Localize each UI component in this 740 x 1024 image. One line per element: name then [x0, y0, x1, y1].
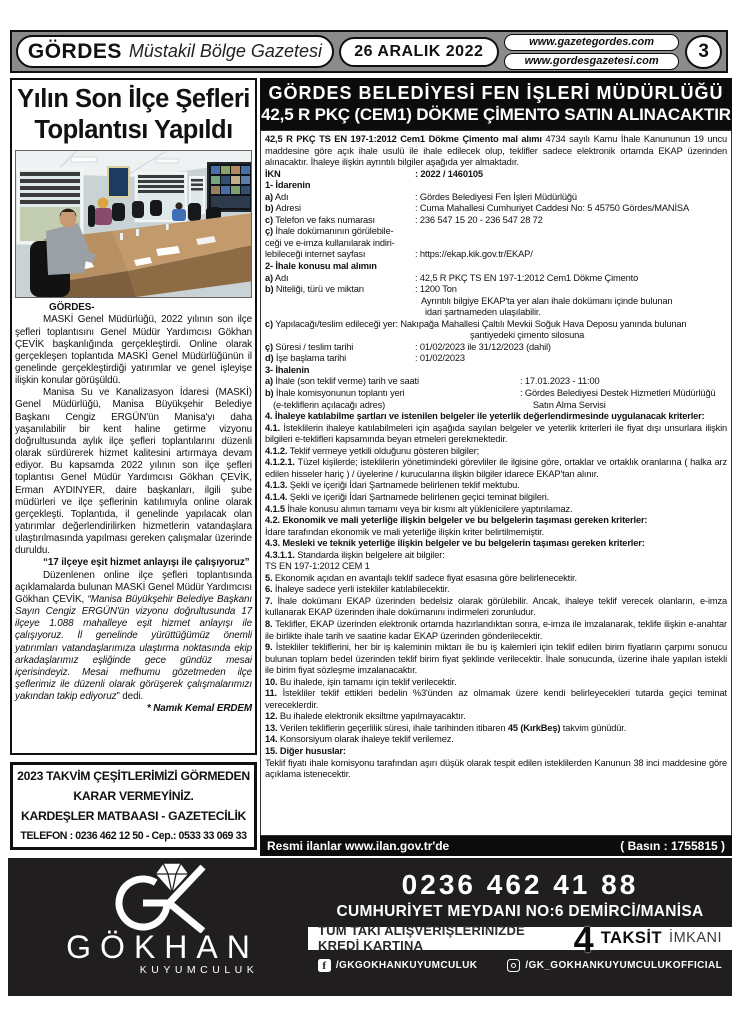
instagram-handle-item	[507, 959, 722, 972]
tender-line: a) Adı : Gördes Belediyesi Fen İşleri Müdürlüğü	[265, 191, 577, 202]
jewelry-ad	[8, 858, 732, 996]
jeweler-phone-number: 0236 462 41 88	[401, 869, 639, 900]
tender-line: b) İhale komisyonunun toplantı yeri : Gördes Belediyesi Destek Hizmetleri Müdürlüğü	[265, 388, 716, 399]
tender-line: 4.3.1.1. Standarda ilişkin belgelere ait bilgiler:	[265, 549, 445, 560]
tender-line: c) Telefon ve faks numarası : 236 547 15 20 - 236 547 28 72	[265, 214, 543, 225]
gk-logo-block	[8, 858, 308, 996]
tender-line: lebileceği internet sayfası : https://ekap.kik.gov.tr/EKAP/	[265, 249, 533, 260]
installment-word: TAKSİT	[600, 928, 663, 947]
facebook-letter: f	[322, 959, 327, 972]
tender-line: 4.1.3. Şekli ve içeriği İdari Şartnamede belirlenen teklif mektubu.	[265, 480, 520, 491]
article-title-line2: Toplantısı Yapıldı	[34, 115, 233, 144]
article-paragraph: * Namık Kemal ERDEM	[146, 703, 252, 715]
issue-date-pill	[339, 37, 499, 67]
tender-line: ceği ve e-imza kullanılarak indiri-	[265, 237, 395, 248]
tender-line: 3- İhalenin	[265, 364, 310, 375]
masthead	[10, 30, 728, 73]
tender-line: 9. İstekliler tekliflerini, her bir iş kaleminin miktarı ile bu iş kalemleri için teklif edilen birim fiyatların çarpımı sonucu bulunan toplam bedel üzerinden teklif birim fiyat şeklinde verilecektir. İhale sonucunda, üzerine ihale yapılan istekli ile birim fiyat sözleşme imzalanacaktır.	[265, 642, 727, 676]
tender-line: 4. İhaleye katılabilme şartları ve istenilen belgeler ile yeterlik değerlendirmesinde uygulanacak kriterler:	[265, 411, 705, 422]
tender-line: 4.2. Ekonomik ve mali yeterliğe ilişkin belgeler ve bu belgelerin taşıması gereken kriterler:	[265, 515, 648, 526]
article-title	[15, 84, 252, 145]
print-ad-line: TELEFON : 0236 462 12 50 - Cep.: 0533 33 069 33	[20, 830, 247, 842]
tender-line: ç) Süresi / teslim tarihi : 01/02/2023 ile 31/12/2023 (dahil)	[265, 341, 551, 352]
tender-line: 4.1.4. Şekli ve içeriği İdari Şartnamede belirlenen geçici teminat bilgileri.	[265, 491, 550, 502]
tender-line: 13. Verilen tekliflerin geçerlilik süresi, ihale tarihinden itibaren 45 (KırkBeş) takvim günüdür.	[265, 722, 627, 733]
tender-line: TS EN 197-1:2012 CEM 1	[265, 561, 370, 572]
social-media-row	[318, 959, 722, 972]
article-paragraph: “17 ilçeye eşit hizmet anlayışı ile çalışıyoruz”	[43, 557, 250, 569]
tender-line: a) Adı : 42,5 R PKÇ TS EN 197-1:2012 Cem1 Dökme Çimento	[265, 272, 639, 283]
tender-line: 4.1. İsteklilerin ihaleye katılabilmeleri için aşağıda sayılan belgeler ve yeterlik kriterleri ile fiyat dışı unsurlara ilişkin bilgileri e-teklifleri kapsamında beyan etmeleri gerekmektedir.	[265, 422, 727, 445]
issue-date: 26 ARALIK 2022	[354, 42, 484, 60]
tender-line: 42,5 R PKÇ TS EN 197-1:2012 Cem1 Dökme Çimento mal alımı 4734 sayılı Kamu İhale Kanununun 19 uncu maddesine göre açık ihale usulü ile ihale edilecek olup, teklifler sadece elektronik ortamda EKAP üzerinden alınacaktır. İhaleye ilişkin ayrıntılı bilgiler aşağıda yer almaktadır.	[265, 134, 727, 168]
article-box	[10, 78, 257, 755]
tender-line: 4.3. Mesleki ve teknik yeterliğe ilişkin belgeler ve bu belgelerin taşıması gereken kriterler:	[265, 538, 645, 549]
tender-line: 15. Diğer hususlar:	[265, 745, 346, 756]
tender-line: 4.1.2. Teklif vermeye yetkili olduğunu gösteren bilgiler;	[265, 445, 480, 456]
tender-line: 12. Bu ihalede elektronik eksiltme yapılmayacaktır.	[265, 711, 466, 722]
print-ad-line: KARDEŞLER MATBAASI - GAZETECİLİK	[20, 809, 247, 823]
tender-line: b) Niteliği, türü ve miktarı : 1200 Ton	[265, 284, 457, 295]
tender-line: (e-tekliflerin açılacağı adres) Satın Alma Servisi	[273, 399, 606, 410]
jeweler-brand-subtitle: KUYUMCULUK	[139, 964, 259, 976]
tender-line: idari şartnameden ulaşılabilir.	[425, 307, 541, 318]
article-paragraph: GÖRDES-	[49, 302, 95, 314]
print-ad-line: KARAR VERMEYİNİZ.	[73, 789, 194, 803]
instagram-handle: /GK_GOKHANKUYUMCULUKOFFICIAL	[525, 959, 723, 971]
instagram-icon	[507, 959, 520, 972]
installment-strip	[308, 919, 732, 960]
facebook-handle-item	[318, 959, 477, 972]
tender-line: 5. Ekonomik açıdan en avantajlı teklif sadece fiyat esasına göre belirlenecektir.	[265, 572, 577, 583]
article-paragraph: Manisa Su ve Kanalizasyon İdaresi (MASKİ) Genel Müdürlüğü, Manisa Büyükşehir Belediye Başkanı Cengiz ERGÜN'ün Manisa'yı daha yaşanılabilir bir kent haline getirme vizyonu doğrultusunda aylık ilçe şefleri toplantılarını düzenli olarak sürdürerek hizmet kalitesini artırmaya devam ediyor. Bu kapsamda 2022 yılının son ilçe şefleri toplantısı Genel Müdür Yardımcısı Gökhan ÇEVİK, Erman AYDINYER, daire başkanları, ilgili şube müdürleri ve ilçe şeflerinin katılımıyla online olarak gerçekleşti. Toplantıda, il genelinde yapılacak olan yatırımlar değerlendirilirken hizmetlerin vatandaşlara ulaştırılmasında yapılması gereken çalışmalar üzerinde duruldu.	[15, 387, 252, 557]
page-number: 3	[698, 40, 709, 62]
basin-number: ( Basın : 1755815 )	[620, 839, 725, 853]
meeting-photo	[15, 150, 252, 298]
official-notice-bar	[260, 836, 732, 856]
tender-line: d) İşe başlama tarihi : 01/02/2023	[265, 353, 465, 364]
tender-line: 4.1.5 İhale konusu alımın tamamı veya bir kısmı alt yüklenicilere yaptırılamaz.	[265, 503, 573, 514]
tender-header-line1: GÖRDES BELEDİYESİ FEN İŞLERİ MÜDÜRLÜĞÜ	[268, 83, 724, 103]
installment-text: TÜM TAKI ALIŞVERİŞLERİNİZDE KREDİ KARTINA	[318, 923, 525, 953]
article-body	[15, 302, 252, 715]
print-ad-box	[10, 762, 257, 850]
article-paragraph: MASKİ Genel Müdürlüğü, 2022 yılının son ilçe şefleri toplantısını Genel Müdür Yardımcısı Gökhan ÇEVİK başkanlığında gerçekleştirdi. Online olarak gerçekleşen toplantıda MASKİ Genel Müdürlüğünün il genelinde gerçekleştirdiği yatırımlar ve genel işleyişe ilişkin konular görüşüldü.	[15, 314, 252, 387]
tender-line: 8. Teklifler, EKAP üzerinden elektronik ortamda hazırlandıktan sonra, e-imza ile imzalanarak, teklife ilişkin e-anahtar ile birlikte ihale tarih ve saatine kadar EKAP üzerinden gönderilecektir.	[265, 618, 727, 641]
jeweler-address: CUMHURİYET MEYDANI NO:6 DEMİRCİ/MANİSA	[336, 903, 704, 920]
tender-line: 11. İstekliler teklif ettikleri bedelin %3'ünden az olmamak üzere kendi belirleyecekleri tutarda geçici teminat vereceklerdir.	[265, 688, 727, 710]
tender-header	[260, 78, 732, 130]
tender-line: 14. Konsorsiyum olarak ihaleye teklif verilemez.	[265, 734, 454, 745]
page-number-badge	[685, 35, 722, 69]
website-pill-2	[504, 53, 680, 70]
website-url-1: www.gazetegordes.com	[529, 36, 655, 48]
jeweler-brand-name: GÖKHAN	[66, 929, 259, 965]
tender-line: 4.1.2.1. Tüzel kişilerde; isteklilerin yönetimindeki görevliler ile ilgisine göre, ortaklar ve ortaklık oranlarına ( halka arz edilen hisseler hariç ) / üyelerine / kurucularına ilişkin bilgiler idarece EKAP'tan alınır.	[265, 457, 727, 479]
tender-line: 10. Bu ihalede, işin tamamı için teklif verilecektir.	[265, 676, 457, 687]
newspaper-name: GÖRDES	[27, 39, 122, 63]
jewelry-ad-promo	[308, 858, 732, 996]
website-pills	[504, 34, 680, 70]
tender-header-line2: 42,5 R PKÇ (CEM1) DÖKME ÇİMENTO SATIN ALINACAKTIR	[261, 105, 731, 124]
website-pill-1	[504, 34, 680, 51]
tender-line: ç) İhale dokümanının görülebile-	[265, 226, 394, 237]
newspaper-subtitle: Müstakil Bölge Gazetesi	[128, 41, 322, 61]
meeting-photo-illustration	[16, 151, 252, 297]
tender-line: a) İhale (son teklif verme) tarih ve saati : 17.01.2023 - 11:00	[265, 376, 600, 387]
article-title-line1: Yılın Son İlçe Şefleri	[17, 85, 250, 113]
website-url-2: www.gordesgazetesi.com	[524, 55, 659, 67]
tender-line: c) Yapılacağı/teslim edileceği yer: Nakıpağa Mahallesi Çaltılı Mevkii Soğuk Hava Deposu yanında bulunan şantiyedeki çimento silosuna	[265, 318, 687, 341]
tender-line: 6. İhaleye sadece yerli istekliler katılabilecektir.	[265, 584, 450, 595]
facebook-icon	[318, 959, 331, 972]
gk-monogram-icon	[99, 861, 217, 933]
tender-line: 2- İhale konusu mal alımın	[265, 261, 377, 272]
tender-line: İKN : 2022 / 1460105	[265, 168, 483, 179]
official-notice-text: Resmi ilanlar www.ilan.gov.tr'de	[267, 839, 450, 853]
tender-body	[260, 130, 732, 836]
tender-line: Teklif fiyatı ihale komisyonu tarafından aşırı düşük olarak tespit edilen isteklilerden Kanunun 38 inci maddesine göre açıklama istenecektir.	[265, 757, 727, 780]
facebook-handle: /GKGOKHANKUYUMCULUK	[335, 959, 478, 971]
masthead-brand-pill	[16, 35, 334, 68]
article-paragraph: Düzenlenen online ilçe şefleri toplantısında açıklamalarda bulunan MASKİ Genel Müdür Yardımcısı Gökhan ÇEVİK, “Manisa Büyükşehir Belediye Başkanı Sayın Cengiz ERGÜN'ün vizyonu doğrultusunda 17 ilçeye 1.088 mahalleye eşit hizmet anlayışı ile çalışıyoruz. İl genelinde yürüttüğümüz önemli yatırımları vatandaşlarımıza ulaştırma noktasında ekip arkadaşlarımız eşliğinde gece gündüz mesai içerisindeyiz. Mesai mefhumu gözetmeden ilçe şeflerimiz ile düzenli olarak görüşerek çalışmalarımızı yakından takip ediyoruz” dedi.	[15, 569, 252, 703]
tender-line: b) Adresi : Cuma Mahallesi Cumhuriyet Caddesi No: 5 45750 Gördes/MANİSA	[265, 203, 690, 214]
print-ad-line: 2023 TAKVİM ÇEŞİTLERİMİZİ GÖRMEDEN	[17, 769, 250, 783]
tender-line: Ayrıntılı bilgiye EKAP'ta yer alan ihale dokümanı içinde bulunan	[421, 295, 673, 306]
installment-suffix: İMKANI	[669, 930, 722, 946]
installment-count: 4	[573, 919, 594, 960]
tender-line: İdare tarafından ekonomik ve mali yeterliğe ilişkin kriter belirtilmemiştir.	[265, 526, 544, 537]
tender-line: 7. İhale dokümanı EKAP üzerinden bedelsiz olarak görülebilir. Ancak, ihaleye teklif verecek olanların, e-imza kullanarak EKAP üzerinden ihale dokümanını indirmeleri zorunludur.	[265, 595, 727, 618]
tender-line: 1- İdarenin	[265, 180, 311, 191]
